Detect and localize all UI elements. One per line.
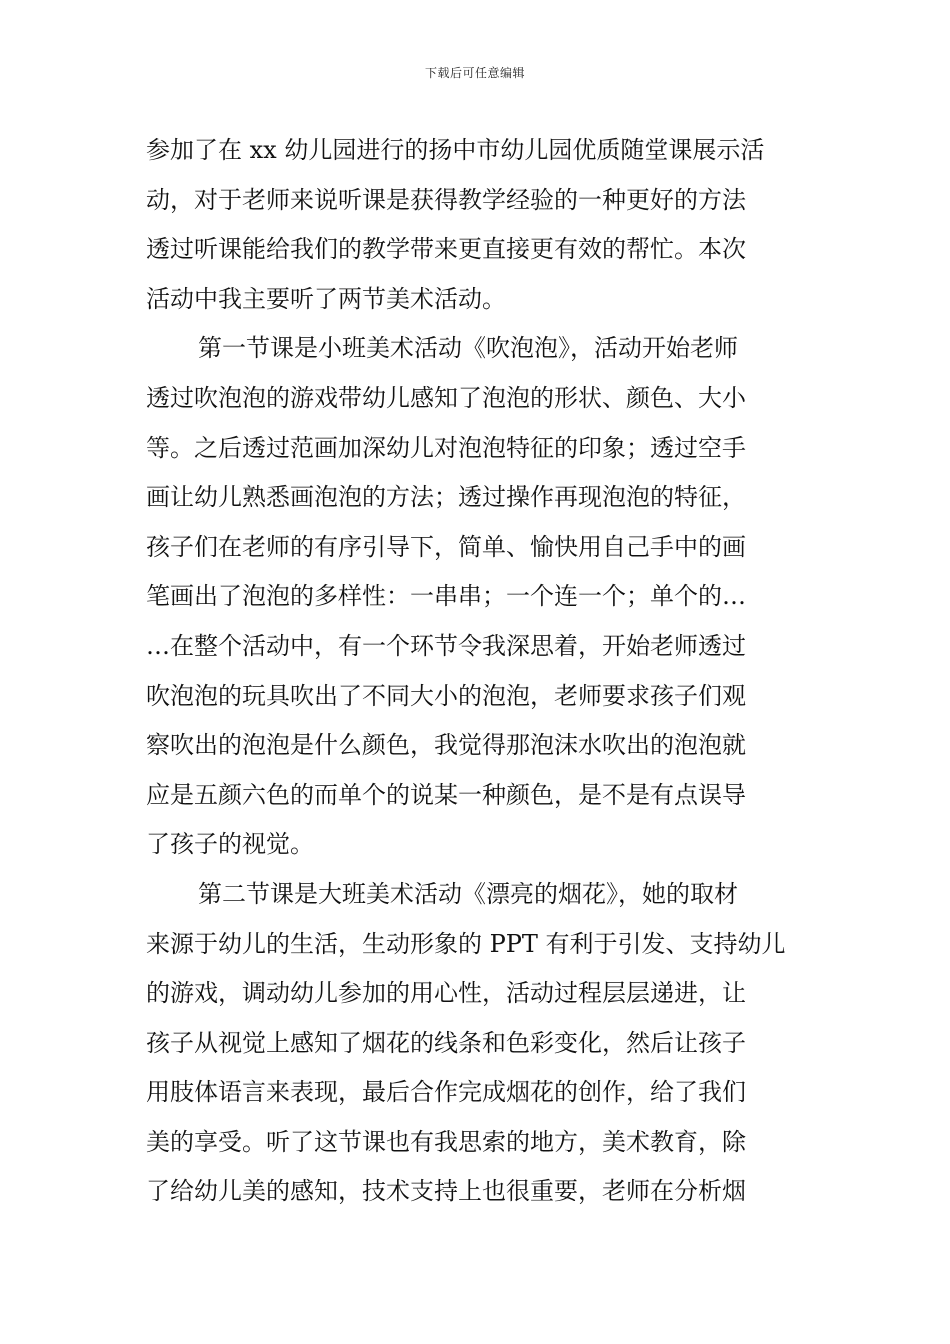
text-line: 动，对于老师来说听课是获得教学经验的一种更好的方法 <box>146 185 746 214</box>
text-line: 用肢体语言来表现，最后合作完成烟花的创作，给了我们 <box>146 1078 746 1107</box>
text-line: 孩子从视觉上感知了烟花的线条和色彩变化，然后让孩子 <box>146 1028 746 1057</box>
text-line: 察吹出的泡泡是什么颜色，我觉得那泡沫水吹出的泡泡就 <box>146 731 746 760</box>
text-line: 活动中我主要听了两节美术活动。 <box>146 284 506 313</box>
text-line: 了给幼儿美的感知，技术支持上也很重要，老师在分析烟 <box>146 1177 746 1206</box>
text-line: 美的享受。听了这节课也有我思索的地方，美术教育，除 <box>146 1127 746 1156</box>
text-line: 应是五颜六色的而单个的说某一种颜色，是不是有点误导 <box>146 780 746 809</box>
text-line: 参加了在 xx 幼儿园进行的扬中市幼儿园优质随堂课展示活 <box>146 136 765 164</box>
text-line: 等。之后透过范画加深幼儿对泡泡特征的印象；透过空手 <box>146 433 746 462</box>
text-line: 透过听课能给我们的教学带来更直接更有效的帮忙。本次 <box>146 235 746 264</box>
text-line: 第一节课是小班美术活动《吹泡泡》，活动开始老师 <box>198 334 738 363</box>
text-line: …在整个活动中，有一个环节令我深思着，开始老师透过 <box>146 631 746 660</box>
text-line: 笔画出了泡泡的多样性：一串串；一个连一个；单个的… <box>146 582 746 611</box>
text-line: 的游戏，调动幼儿参加的用心性，活动过程层层递进，让 <box>146 979 746 1008</box>
text-line: 了孩子的视觉。 <box>146 830 314 859</box>
text-line: 透过吹泡泡的游戏带幼儿感知了泡泡的形状、颜色、大小 <box>146 383 746 412</box>
document-body <box>146 126 806 1217</box>
page-header: 下载后可任意编辑 <box>424 66 525 80</box>
text-line: 吹泡泡的玩具吹出了不同大小的泡泡，老师要求孩子们观 <box>146 681 746 710</box>
text-line: 第二节课是大班美术活动《漂亮的烟花》，她的取材 <box>198 879 738 908</box>
text-line: 来源于幼儿的生活，生动形象的 PPT 有利于引发、支持幼儿 <box>146 929 786 958</box>
text-line: 孩子们在老师的有序引导下，简单、愉快用自己手中的画 <box>146 532 746 561</box>
text-line: 画让幼儿熟悉画泡泡的方法；透过操作再现泡泡的特征， <box>146 483 746 512</box>
